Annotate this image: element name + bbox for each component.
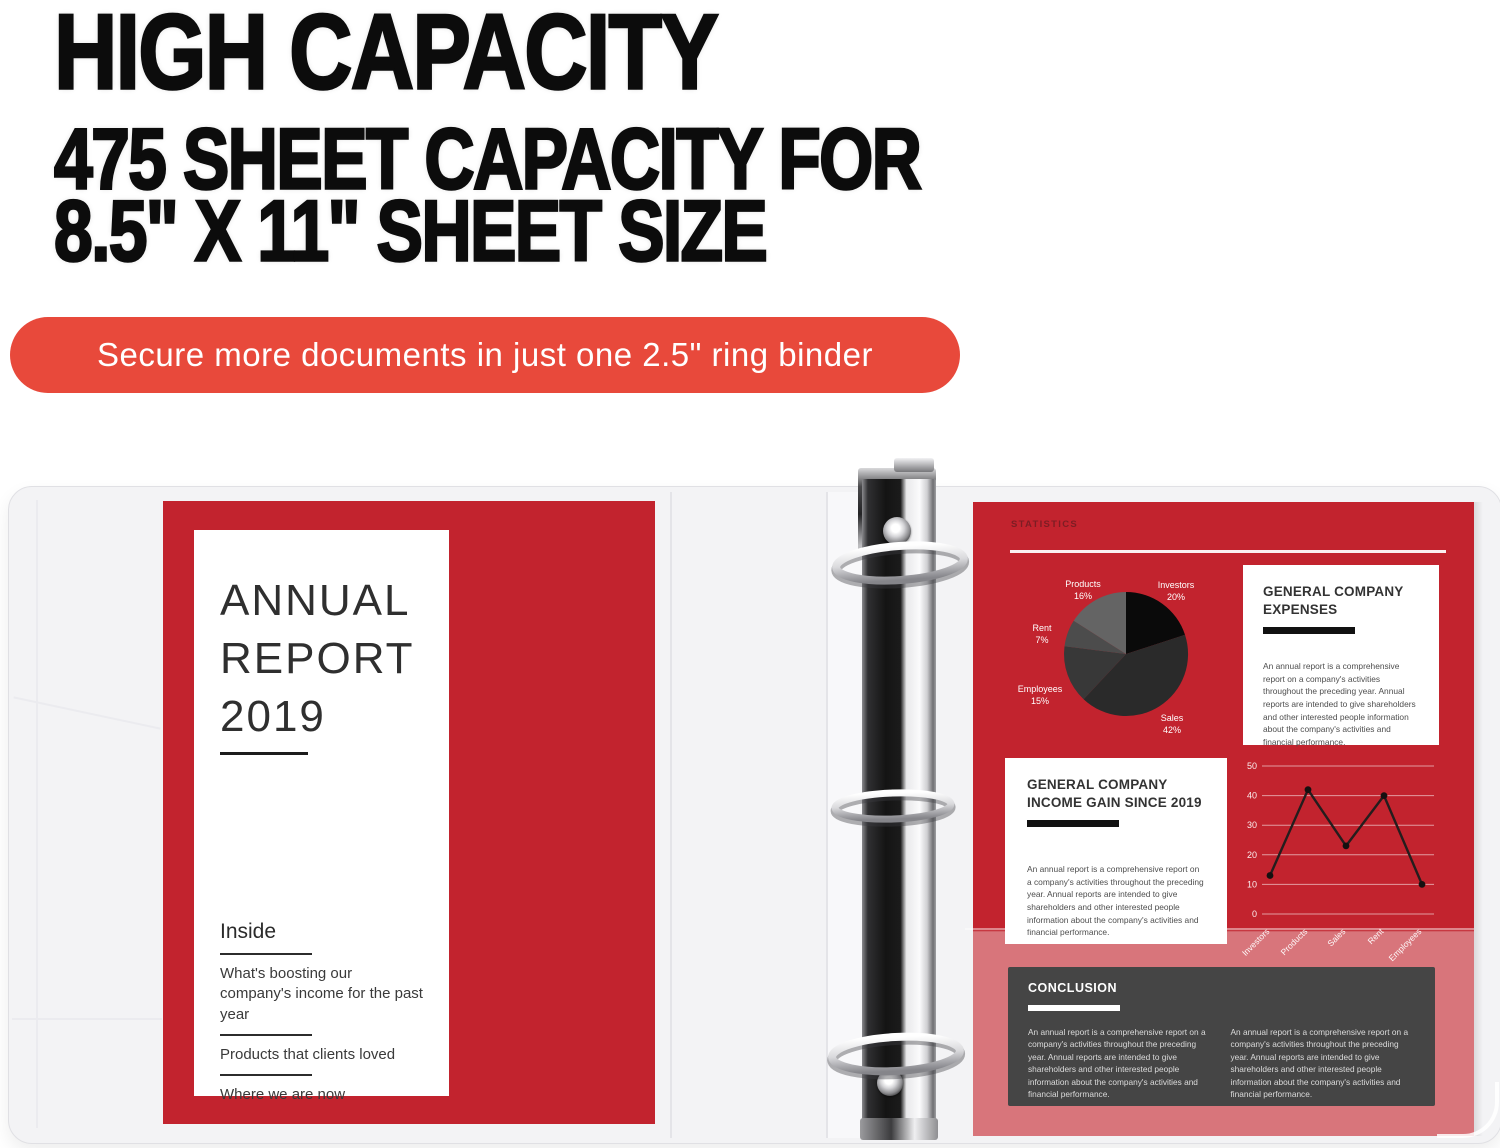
svg-text:Sales: Sales: [1325, 926, 1348, 949]
pie-label-products: Products 16%: [1065, 579, 1101, 601]
feature-banner: Secure more documents in just one 2.5" ring binder: [10, 317, 960, 393]
expenses-card-body: An annual report is a comprehensive report on a company's activities throughout the preceding year. Annual reports are intended to give shareholders and other interested people information about the company's activities and financial performance.: [1263, 661, 1416, 747]
report-cover-column: [194, 530, 449, 1104]
left-pocket-line: [12, 1018, 162, 1020]
inside-heading: Inside: [220, 920, 277, 944]
left-pocket-edge: [36, 500, 38, 1128]
pie-label-rent: Rent 7%: [1032, 623, 1052, 645]
report-title: [220, 572, 423, 746]
svg-text:20: 20: [1246, 849, 1257, 860]
pie-label-employees: Employees 15%: [1017, 684, 1063, 706]
sheet-protector-edge: [965, 928, 1474, 930]
divider: [220, 1074, 312, 1076]
svg-text:Products: Products: [1278, 926, 1310, 958]
headline-line3: 8.5" X 11" SHEET SIZE: [54, 184, 767, 280]
report-title-line1: ANNUAL: [220, 576, 411, 625]
divider: [220, 953, 312, 955]
hinge-crease-left: [670, 492, 672, 1138]
card-title-bar: [1027, 820, 1119, 827]
inside-item-3: Where we are now: [220, 1086, 346, 1104]
spine-bottom-cap: [860, 1118, 938, 1140]
conclusion-box: [1008, 967, 1435, 1106]
svg-text:Rent: Rent: [1365, 926, 1386, 947]
conclusion-paragraph-right: An annual report is a comprehensive report on a company's activities throughout the preceding year. Annual reports are intended to give shareholders and other interested people information about the company's activities and financial performance.: [1230, 1027, 1409, 1100]
pie-label-investors: Investors 20%: [1157, 580, 1195, 602]
conclusion-title: CONCLUSION: [1028, 981, 1118, 995]
statistics-label: STATISTICS: [1011, 519, 1079, 530]
income-card: [1005, 758, 1227, 944]
income-line-chart: [1238, 756, 1448, 968]
svg-text:30: 30: [1246, 820, 1257, 831]
inside-item-1: What's boosting our company's income for the past year: [220, 965, 423, 1023]
conclusion-columns: [1028, 1026, 1415, 1101]
report-title-line2: REPORT: [220, 634, 415, 684]
expenses-card: [1243, 565, 1439, 745]
ring-top: [835, 542, 965, 588]
expenses-card-title: GENERAL COMPANY EXPENSES: [1263, 584, 1404, 617]
statistics-rule: [1010, 550, 1446, 553]
conclusion-title-bar: [1028, 1005, 1120, 1011]
binder-rings: [820, 460, 1020, 1100]
report-title-line3: 2019: [220, 692, 326, 742]
divider: [220, 1034, 312, 1036]
page-edge-shadow: [1474, 502, 1483, 1136]
svg-text:Employees: Employees: [1386, 926, 1424, 964]
svg-text:50: 50: [1246, 761, 1257, 771]
ring-middle: [835, 791, 952, 824]
pie-label-sales: Sales 42%: [1160, 713, 1184, 735]
ring-bottom: [831, 1034, 961, 1078]
svg-text:0: 0: [1251, 909, 1257, 919]
income-card-title: GENERAL COMPANY INCOME GAIN SINCE 2019: [1027, 777, 1202, 810]
headline-line2: 475 SHEET CAPACITY FOR: [54, 112, 921, 208]
svg-text:Investors: Investors: [1239, 926, 1272, 958]
svg-text:10: 10: [1246, 879, 1257, 890]
conclusion-paragraph-left: An annual report is a comprehensive report on a company's activities throughout the preceding year. Annual reports are intended to give shareholders and other interested people information about the company's activities and financial performance.: [1028, 1027, 1206, 1100]
income-card-body: An annual report is a comprehensive report on a company's activities throughout the preceding year. Annual reports are intended to give shareholders and other interested people information about the company's activities and financial performance.: [1027, 864, 1204, 938]
inside-item-2: Products that clients loved: [220, 1045, 396, 1063]
svg-text:40: 40: [1246, 790, 1257, 801]
title-underline: [220, 752, 308, 755]
headline-line1: HIGH CAPACITY: [54, 0, 718, 112]
card-title-bar: [1263, 627, 1355, 634]
